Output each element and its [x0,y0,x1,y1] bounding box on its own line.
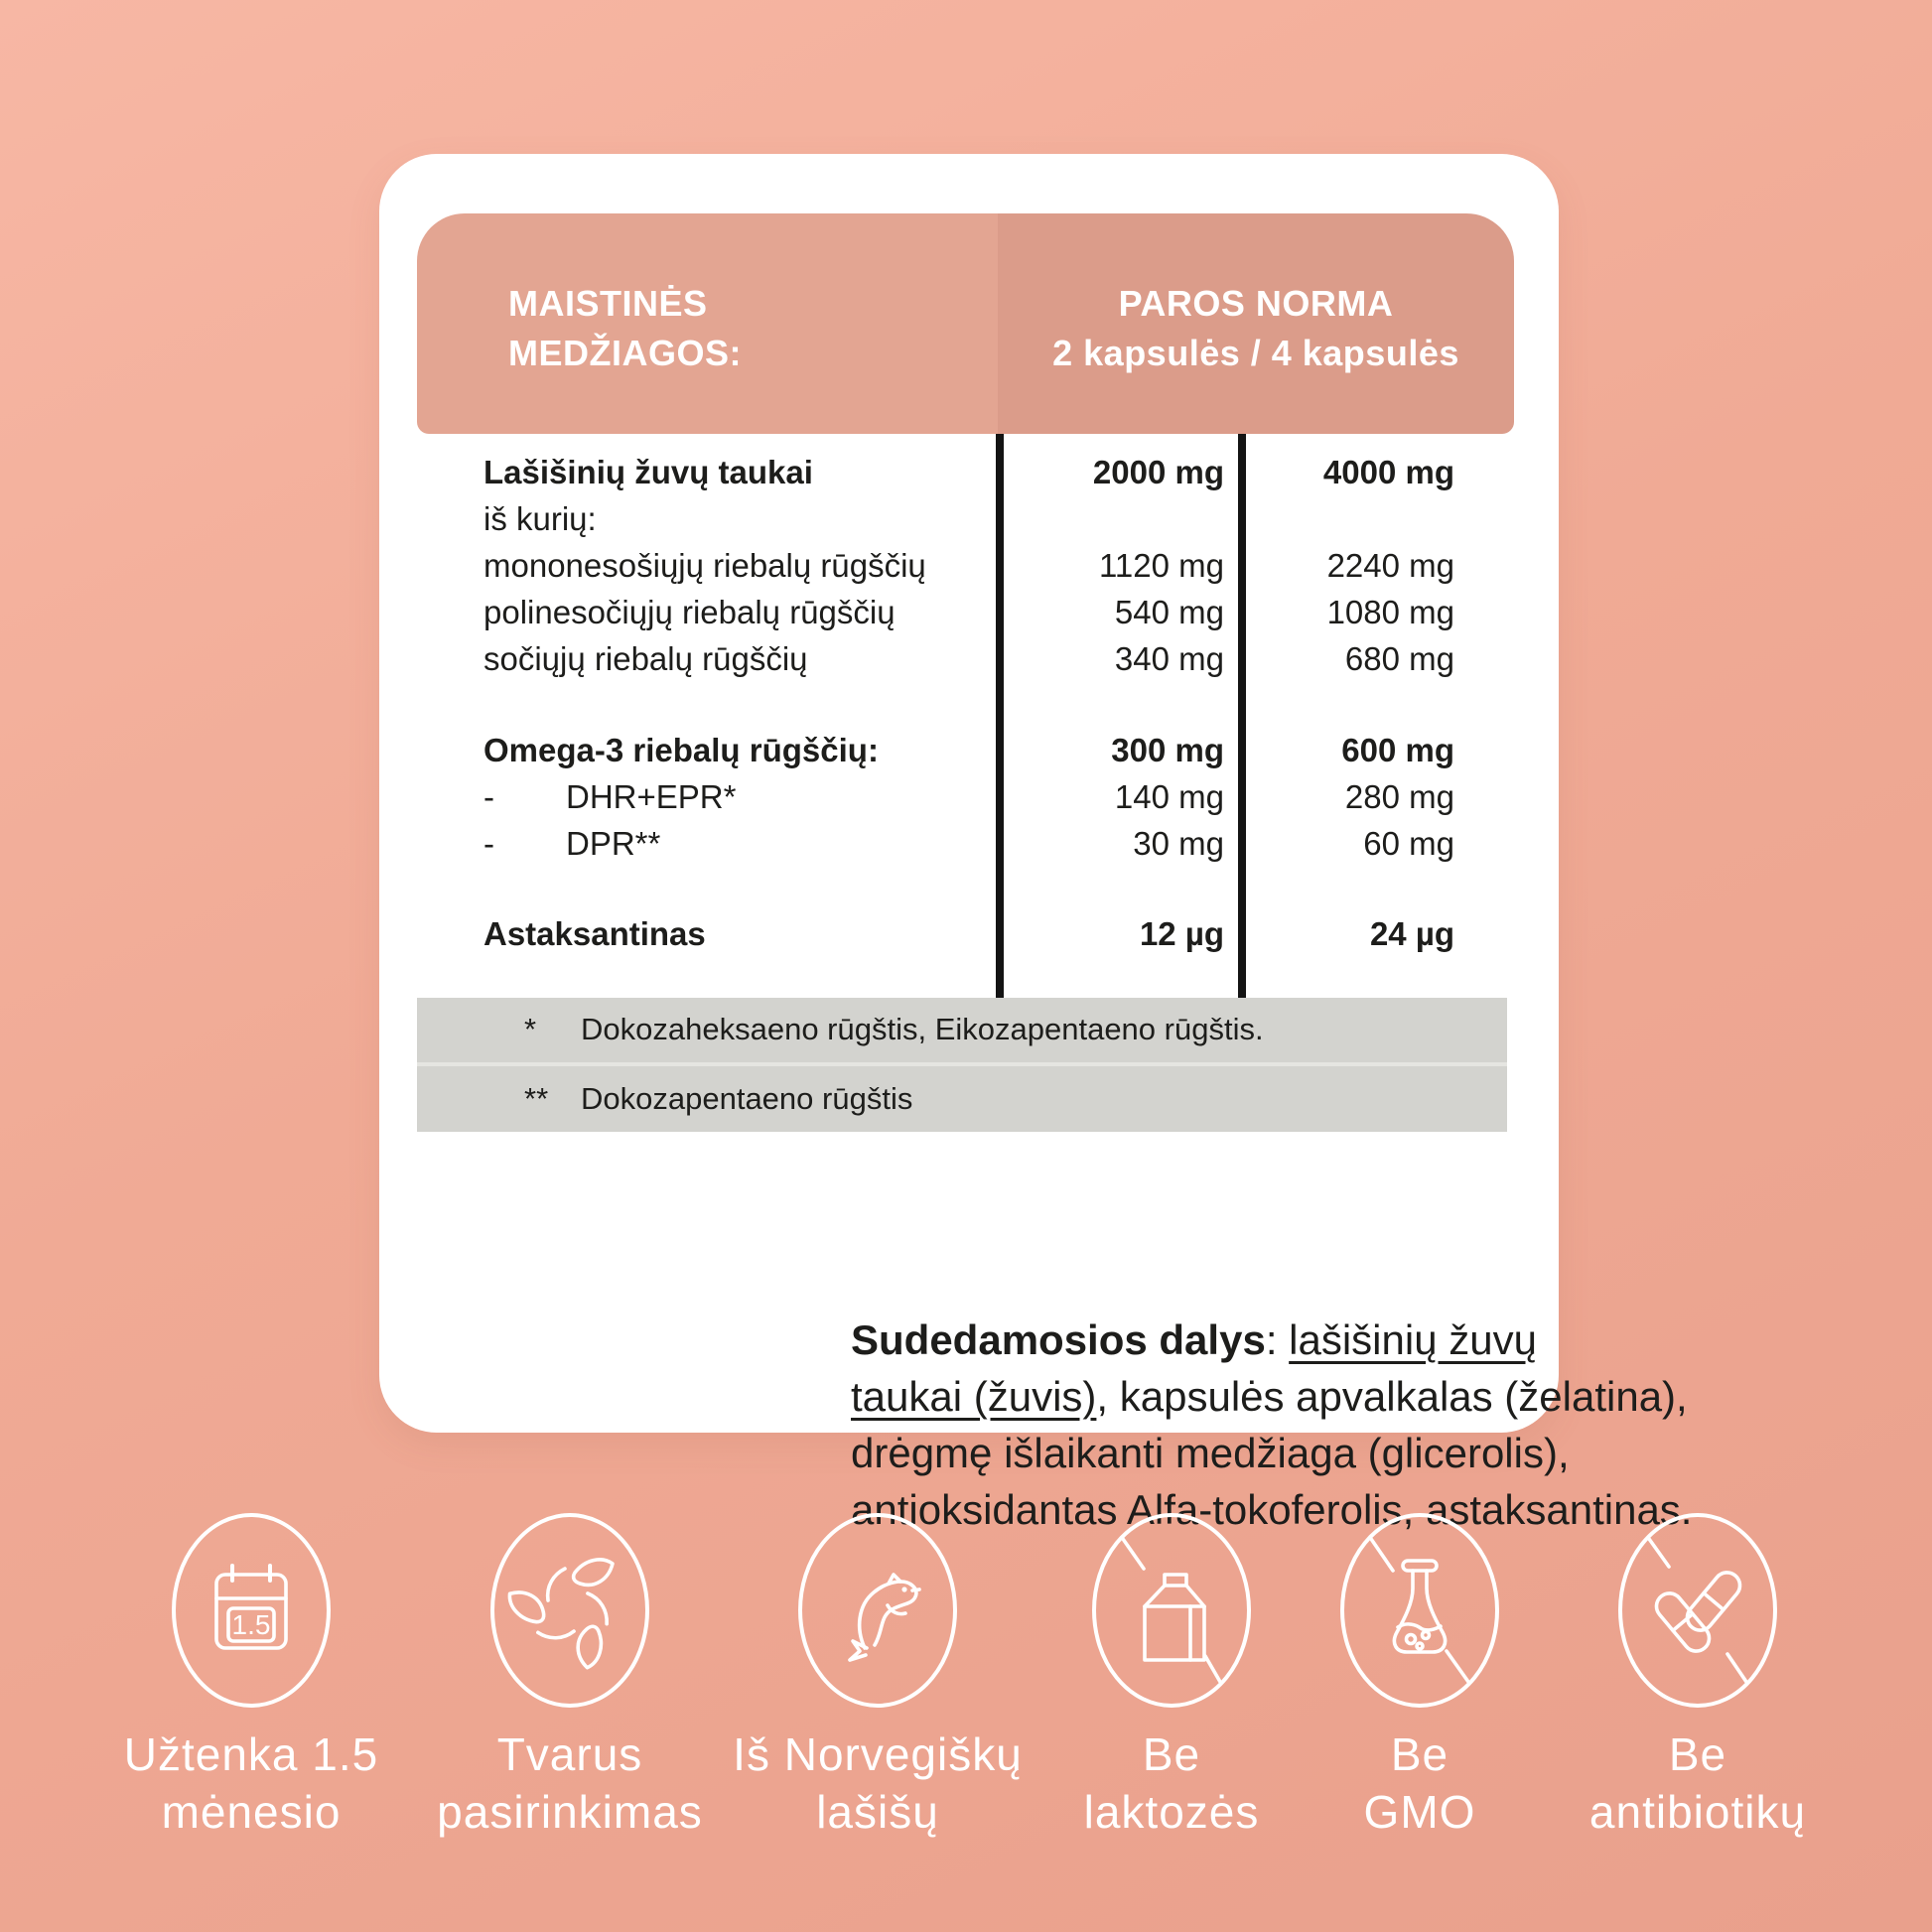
nutrition-table [417,434,1514,957]
footnote-mark: ** [524,1081,549,1116]
footnote-row [417,998,1507,1061]
ingredients-underlined-2: taukai (žuvis) [851,1373,1097,1420]
badge-label: Iš Norvegiškų lašišų [733,1728,1023,1838]
table-divider-line-1 [996,434,1004,998]
footnote-separator [417,1062,1507,1066]
no-lactose-icon [1087,1511,1256,1710]
table-row: sočiųjų riebalų rūgščių 340 mg 680 mg [483,640,1454,677]
list-dash: - [483,825,494,862]
table-row: - DPR** 30 mg 60 mg [417,820,1514,867]
ingredients-after-underline: , kapsulės apvalkalas (želatina), [1096,1373,1688,1420]
ingredients-paragraph [851,1311,1893,1538]
recycle-leaves-icon [485,1511,654,1710]
row-name: DPR** [566,825,661,862]
table-divider-line-2 [1238,434,1246,998]
ingredients-line-3: drėgmę išlaikanti medžiaga (glicerolis), [851,1430,1570,1476]
svg-text:1.5: 1.5 [231,1609,271,1640]
table-row: mononesošiųjų riebalų rūgščių 1120 mg 2240 mg [483,547,1454,584]
badge-norwegian-salmon [709,1511,1046,1841]
badge-label: Užtenka 1.5 mėnesio [123,1728,379,1838]
ingredients-label: Sudedamosios dalys [851,1316,1266,1363]
ingredients-underlined-1: lašišinių žuvų [1289,1316,1537,1363]
no-antibiotics-capsules-icon [1613,1511,1782,1710]
header-title-line1: MAISTINĖS [508,283,708,324]
footnote-mark: * [524,1012,537,1046]
header-title-line2: MEDŽIAGOS: [508,333,742,373]
table-row: Lašišinių žuvų taukai 2000 mg 4000 mg [483,454,1454,490]
table-spacer [417,682,1514,727]
table-header-left [417,213,998,434]
footnote-row [417,1067,1507,1131]
table-spacer [417,867,1514,910]
header-daily-norm-doses: 2 kapsulės / 4 kapsulės [1052,333,1459,373]
badge-label: Be GMO [1363,1728,1476,1838]
badge-antibiotics-free [1529,1511,1866,1841]
footnote-text: Dokozapentaeno rūgštis [581,1081,913,1116]
ingredients-line-4: antioksidantas Alfa-tokoferolis, astaksantinas. [851,1486,1693,1533]
footnotes-box [417,998,1507,1132]
no-gmo-flask-icon [1335,1511,1504,1710]
table-row: - DHR+EPR* 140 mg 280 mg [417,773,1514,820]
table-row: Omega-3 riebalų rūgščių: 300 mg 600 mg [483,732,1454,768]
fish-icon [793,1511,962,1710]
table-header-right [998,213,1514,434]
row-name: DHR+EPR* [566,778,737,815]
table-row: Astaksantinas 12 µg 24 µg [483,915,1454,952]
table-row: iš kurių: [483,500,597,537]
badge-label: Tvarus pasirinkimas [437,1728,703,1838]
table-row: polinesočiųjų riebalų rūgščių 540 mg 1080 mg [483,594,1454,630]
list-dash: - [483,778,494,815]
footnote-text: Dokozaheksaeno rūgštis, Eikozapentaeno rūgštis. [581,1012,1264,1046]
calendar-icon [167,1511,336,1710]
badge-label: Be laktozės [1083,1728,1260,1838]
ingredients-colon: : [1265,1316,1290,1363]
header-daily-norm-title: PAROS NORMA [1118,283,1394,324]
badge-sustainable [401,1511,739,1841]
table-header [417,213,1514,434]
badge-label: Be antibiotikų [1588,1728,1807,1838]
badge-duration [82,1511,420,1841]
